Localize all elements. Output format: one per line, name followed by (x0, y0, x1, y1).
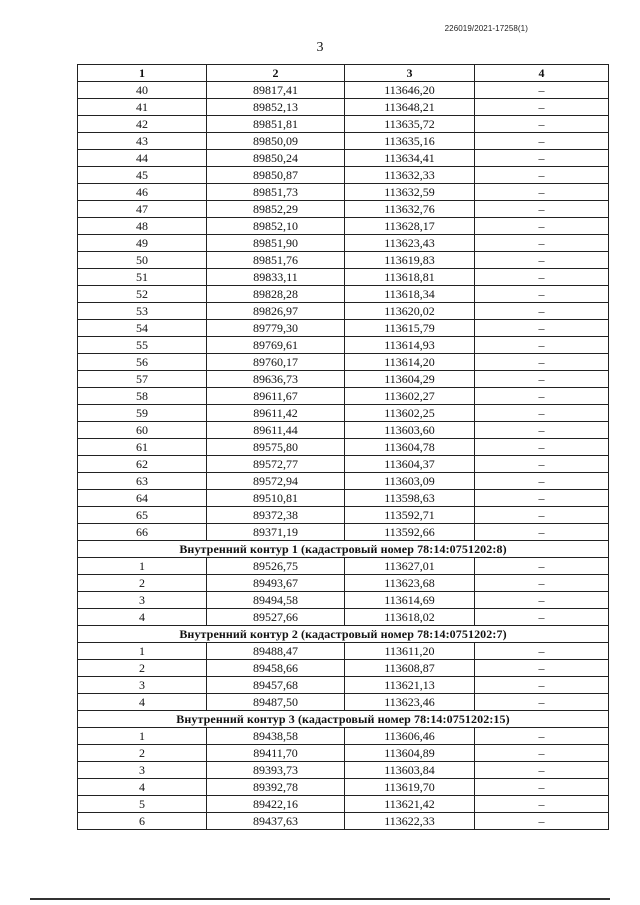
point-number-cell: 43 (78, 133, 207, 150)
y-coordinate-cell: 113619,70 (345, 779, 475, 796)
column-4-cell: – (475, 218, 609, 235)
point-number-cell: 47 (78, 201, 207, 218)
table-row (78, 660, 609, 677)
table-row (78, 269, 609, 286)
y-coordinate-cell: 113603,60 (345, 422, 475, 439)
section-row (78, 626, 609, 643)
point-number-cell: 49 (78, 235, 207, 252)
point-number-cell: 42 (78, 116, 207, 133)
point-number-cell: 4 (78, 779, 207, 796)
column-4-cell: – (475, 694, 609, 711)
table-row (78, 405, 609, 422)
y-coordinate-cell: 113618,02 (345, 609, 475, 626)
table-row (78, 507, 609, 524)
column-4-cell: – (475, 99, 609, 116)
x-coordinate-cell: 89828,28 (207, 286, 345, 303)
column-4-cell: – (475, 354, 609, 371)
x-coordinate-cell: 89817,41 (207, 82, 345, 99)
x-coordinate-cell: 89779,30 (207, 320, 345, 337)
y-coordinate-cell: 113648,21 (345, 99, 475, 116)
y-coordinate-cell: 113628,17 (345, 218, 475, 235)
column-4-cell: – (475, 813, 609, 830)
table-row (78, 235, 609, 252)
x-coordinate-cell: 89458,66 (207, 660, 345, 677)
table-row (78, 286, 609, 303)
x-coordinate-cell: 89636,73 (207, 371, 345, 388)
column-4-cell: – (475, 558, 609, 575)
y-coordinate-cell: 113634,41 (345, 150, 475, 167)
table-row (78, 694, 609, 711)
x-coordinate-cell: 89422,16 (207, 796, 345, 813)
table-row (78, 354, 609, 371)
point-number-cell: 44 (78, 150, 207, 167)
column-4-cell: – (475, 796, 609, 813)
point-number-cell: 2 (78, 660, 207, 677)
x-coordinate-cell: 89851,90 (207, 235, 345, 252)
x-coordinate-cell: 89611,67 (207, 388, 345, 405)
point-number-cell: 4 (78, 694, 207, 711)
column-4-cell: – (475, 405, 609, 422)
column-4-cell: – (475, 660, 609, 677)
y-coordinate-cell: 113621,13 (345, 677, 475, 694)
column-4-cell: – (475, 320, 609, 337)
y-coordinate-cell: 113632,76 (345, 201, 475, 218)
x-coordinate-cell: 89760,17 (207, 354, 345, 371)
column-4-cell: – (475, 473, 609, 490)
point-number-cell: 2 (78, 575, 207, 592)
column-header: 4 (475, 65, 609, 82)
y-coordinate-cell: 113598,63 (345, 490, 475, 507)
table-row (78, 609, 609, 626)
x-coordinate-cell: 89851,73 (207, 184, 345, 201)
y-coordinate-cell: 113623,68 (345, 575, 475, 592)
column-4-cell: – (475, 286, 609, 303)
y-coordinate-cell: 113611,20 (345, 643, 475, 660)
table-row (78, 558, 609, 575)
x-coordinate-cell: 89494,58 (207, 592, 345, 609)
table-row (78, 456, 609, 473)
column-4-cell: – (475, 235, 609, 252)
table-row (78, 473, 609, 490)
column-4-cell: – (475, 592, 609, 609)
column-4-cell: – (475, 303, 609, 320)
table-row (78, 303, 609, 320)
point-number-cell: 61 (78, 439, 207, 456)
point-number-cell: 3 (78, 762, 207, 779)
column-4-cell: – (475, 133, 609, 150)
point-number-cell: 3 (78, 677, 207, 694)
table-row (78, 133, 609, 150)
point-number-cell: 60 (78, 422, 207, 439)
y-coordinate-cell: 113646,20 (345, 82, 475, 99)
table-row (78, 201, 609, 218)
column-4-cell: – (475, 728, 609, 745)
point-number-cell: 53 (78, 303, 207, 320)
y-coordinate-cell: 113623,46 (345, 694, 475, 711)
y-coordinate-cell: 113621,42 (345, 796, 475, 813)
point-number-cell: 66 (78, 524, 207, 541)
table-row (78, 218, 609, 235)
column-header: 2 (207, 65, 345, 82)
column-4-cell: – (475, 269, 609, 286)
point-number-cell: 5 (78, 796, 207, 813)
x-coordinate-cell: 89850,09 (207, 133, 345, 150)
point-number-cell: 55 (78, 337, 207, 354)
column-4-cell: – (475, 337, 609, 354)
point-number-cell: 63 (78, 473, 207, 490)
table-row (78, 745, 609, 762)
coordinates-table (77, 64, 609, 830)
table-row (78, 524, 609, 541)
y-coordinate-cell: 113602,25 (345, 405, 475, 422)
point-number-cell: 45 (78, 167, 207, 184)
column-4-cell: – (475, 575, 609, 592)
x-coordinate-cell: 89852,13 (207, 99, 345, 116)
table-row (78, 371, 609, 388)
point-number-cell: 40 (78, 82, 207, 99)
table-body (78, 82, 609, 830)
y-coordinate-cell: 113604,29 (345, 371, 475, 388)
x-coordinate-cell: 89850,24 (207, 150, 345, 167)
x-coordinate-cell: 89510,81 (207, 490, 345, 507)
x-coordinate-cell: 89611,44 (207, 422, 345, 439)
x-coordinate-cell: 89852,10 (207, 218, 345, 235)
column-4-cell: – (475, 167, 609, 184)
column-header: 1 (78, 65, 207, 82)
y-coordinate-cell: 113627,01 (345, 558, 475, 575)
x-coordinate-cell: 89611,42 (207, 405, 345, 422)
y-coordinate-cell: 113614,93 (345, 337, 475, 354)
scan-edge-line (30, 898, 610, 900)
y-coordinate-cell: 113622,33 (345, 813, 475, 830)
x-coordinate-cell: 89826,97 (207, 303, 345, 320)
y-coordinate-cell: 113608,87 (345, 660, 475, 677)
section-title: Внутренний контур 2 (кадастровый номер 78:14:0751202:7) (78, 626, 609, 643)
point-number-cell: 41 (78, 99, 207, 116)
x-coordinate-cell: 89487,50 (207, 694, 345, 711)
y-coordinate-cell: 113623,43 (345, 235, 475, 252)
y-coordinate-cell: 113603,84 (345, 762, 475, 779)
column-4-cell: – (475, 116, 609, 133)
table-row (78, 388, 609, 405)
y-coordinate-cell: 113635,16 (345, 133, 475, 150)
point-number-cell: 3 (78, 592, 207, 609)
x-coordinate-cell: 89850,87 (207, 167, 345, 184)
point-number-cell: 48 (78, 218, 207, 235)
x-coordinate-cell: 89851,81 (207, 116, 345, 133)
point-number-cell: 54 (78, 320, 207, 337)
y-coordinate-cell: 113604,78 (345, 439, 475, 456)
y-coordinate-cell: 113604,37 (345, 456, 475, 473)
column-4-cell: – (475, 388, 609, 405)
column-4-cell: – (475, 779, 609, 796)
x-coordinate-cell: 89526,75 (207, 558, 345, 575)
table-row (78, 796, 609, 813)
column-4-cell: – (475, 201, 609, 218)
point-number-cell: 56 (78, 354, 207, 371)
table-row (78, 150, 609, 167)
x-coordinate-cell: 89457,68 (207, 677, 345, 694)
column-4-cell: – (475, 184, 609, 201)
point-number-cell: 51 (78, 269, 207, 286)
table-row (78, 490, 609, 507)
table-header-row (78, 65, 609, 82)
table-row (78, 116, 609, 133)
point-number-cell: 52 (78, 286, 207, 303)
y-coordinate-cell: 113602,27 (345, 388, 475, 405)
column-4-cell: – (475, 439, 609, 456)
y-coordinate-cell: 113618,34 (345, 286, 475, 303)
column-4-cell: – (475, 609, 609, 626)
page-number: 3 (316, 40, 324, 55)
point-number-cell: 65 (78, 507, 207, 524)
x-coordinate-cell: 89527,66 (207, 609, 345, 626)
x-coordinate-cell: 89392,78 (207, 779, 345, 796)
y-coordinate-cell: 113606,46 (345, 728, 475, 745)
y-coordinate-cell: 113620,02 (345, 303, 475, 320)
point-number-cell: 58 (78, 388, 207, 405)
y-coordinate-cell: 113614,20 (345, 354, 475, 371)
column-4-cell: – (475, 422, 609, 439)
x-coordinate-cell: 89437,63 (207, 813, 345, 830)
point-number-cell: 50 (78, 252, 207, 269)
table-row (78, 422, 609, 439)
table-row (78, 813, 609, 830)
x-coordinate-cell: 89851,76 (207, 252, 345, 269)
point-number-cell: 6 (78, 813, 207, 830)
column-4-cell: – (475, 490, 609, 507)
y-coordinate-cell: 113632,59 (345, 184, 475, 201)
y-coordinate-cell: 113632,33 (345, 167, 475, 184)
x-coordinate-cell: 89372,38 (207, 507, 345, 524)
table-row (78, 592, 609, 609)
table-row (78, 320, 609, 337)
table-row (78, 575, 609, 592)
table-row (78, 167, 609, 184)
y-coordinate-cell: 113615,79 (345, 320, 475, 337)
x-coordinate-cell: 89833,11 (207, 269, 345, 286)
point-number-cell: 62 (78, 456, 207, 473)
point-number-cell: 46 (78, 184, 207, 201)
section-row (78, 711, 609, 728)
column-4-cell: – (475, 456, 609, 473)
point-number-cell: 4 (78, 609, 207, 626)
column-4-cell: – (475, 643, 609, 660)
column-4-cell: – (475, 150, 609, 167)
x-coordinate-cell: 89488,47 (207, 643, 345, 660)
y-coordinate-cell: 113592,66 (345, 524, 475, 541)
y-coordinate-cell: 113618,81 (345, 269, 475, 286)
x-coordinate-cell: 89438,58 (207, 728, 345, 745)
x-coordinate-cell: 89371,19 (207, 524, 345, 541)
x-coordinate-cell: 89393,73 (207, 762, 345, 779)
point-number-cell: 1 (78, 558, 207, 575)
point-number-cell: 59 (78, 405, 207, 422)
column-4-cell: – (475, 524, 609, 541)
y-coordinate-cell: 113614,69 (345, 592, 475, 609)
table-row (78, 82, 609, 99)
table-row (78, 337, 609, 354)
table-row (78, 677, 609, 694)
x-coordinate-cell: 89769,61 (207, 337, 345, 354)
y-coordinate-cell: 113635,72 (345, 116, 475, 133)
y-coordinate-cell: 113592,71 (345, 507, 475, 524)
column-4-cell: – (475, 82, 609, 99)
column-4-cell: – (475, 507, 609, 524)
table-row (78, 439, 609, 456)
x-coordinate-cell: 89575,80 (207, 439, 345, 456)
table-row (78, 99, 609, 116)
x-coordinate-cell: 89493,67 (207, 575, 345, 592)
column-4-cell: – (475, 677, 609, 694)
table-row (78, 779, 609, 796)
point-number-cell: 1 (78, 643, 207, 660)
y-coordinate-cell: 113604,89 (345, 745, 475, 762)
table-row (78, 252, 609, 269)
table-row (78, 643, 609, 660)
x-coordinate-cell: 89572,94 (207, 473, 345, 490)
document-registration-number: 226019/2021-17258(1) (444, 24, 528, 33)
column-4-cell: – (475, 252, 609, 269)
section-row (78, 541, 609, 558)
point-number-cell: 57 (78, 371, 207, 388)
column-4-cell: – (475, 371, 609, 388)
x-coordinate-cell: 89852,29 (207, 201, 345, 218)
point-number-cell: 1 (78, 728, 207, 745)
column-header: 3 (345, 65, 475, 82)
point-number-cell: 2 (78, 745, 207, 762)
table-row (78, 728, 609, 745)
point-number-cell: 64 (78, 490, 207, 507)
section-title: Внутренний контур 3 (кадастровый номер 78:14:0751202:15) (78, 711, 609, 728)
column-4-cell: – (475, 745, 609, 762)
column-4-cell: – (475, 762, 609, 779)
section-title: Внутренний контур 1 (кадастровый номер 78:14:0751202:8) (78, 541, 609, 558)
y-coordinate-cell: 113603,09 (345, 473, 475, 490)
table-row (78, 184, 609, 201)
x-coordinate-cell: 89411,70 (207, 745, 345, 762)
table-row (78, 762, 609, 779)
y-coordinate-cell: 113619,83 (345, 252, 475, 269)
x-coordinate-cell: 89572,77 (207, 456, 345, 473)
